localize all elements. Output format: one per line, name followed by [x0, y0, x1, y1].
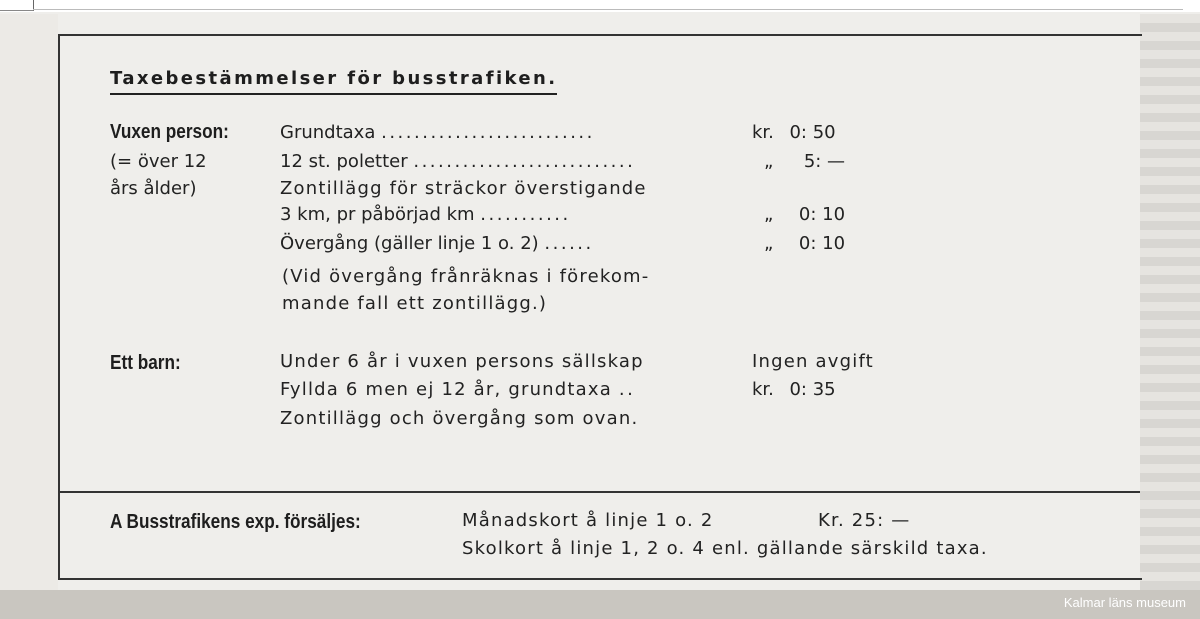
sales-price-monthly: Kr. 25: —: [818, 510, 911, 531]
adult-label: Vuxen person:: [110, 121, 229, 143]
child-label: Ett barn:: [110, 352, 181, 374]
page-top-edge: [0, 0, 1200, 12]
sales-line-monthly: Månadskort å linje 1 o. 2: [462, 510, 714, 531]
adult-note-2: års ålder): [110, 178, 197, 199]
adult-row-transfer: [280, 235, 594, 253]
child-row-6to12: [280, 381, 635, 399]
price-unit: „: [764, 233, 774, 254]
row-dots: ...........: [480, 204, 571, 225]
folded-corner: [0, 0, 34, 11]
notice-title: Taxebestämmelser för busstrafiken.: [110, 68, 557, 95]
row-dots: ..: [618, 379, 636, 400]
row-dots: ..........................: [381, 122, 595, 143]
child-row-under6: Under 6 år i vuxen persons sällskap: [280, 351, 644, 372]
adult-row-zone-1: Zontillägg för sträckor överstigande: [280, 178, 647, 199]
museum-credit: Kalmar läns museum: [1063, 595, 1186, 610]
adult-price-transfer: [764, 235, 845, 253]
adult-price-zone: [764, 206, 845, 224]
row-dots: ...........................: [413, 151, 636, 172]
bleed-through-text: [1140, 14, 1200, 590]
sales-label: A Busstrafikens exp. försäljes:: [110, 511, 361, 533]
adult-price-basic: [752, 124, 836, 142]
price-amount: 5: —: [803, 151, 846, 172]
row-text: 12 st. poletter: [280, 151, 408, 172]
child-price-6to12: [752, 381, 836, 399]
adult-price-tokens: [764, 153, 845, 171]
row-text: Fyllda 6 men ej 12 år, grundtaxa: [280, 379, 612, 400]
price-amount: 0: 35: [789, 379, 836, 400]
child-row-zone: Zontillägg och övergång som ovan.: [280, 408, 639, 429]
price-amount: 0: 50: [789, 122, 836, 143]
price-unit: kr.: [752, 122, 774, 143]
row-text: 3 km, pr påbörjad km: [280, 204, 475, 225]
row-text: Grundtaxa: [280, 122, 376, 143]
adult-note-transfer-1: (Vid övergång frånräknas i förekom-: [282, 266, 650, 287]
sales-line-school: Skolkort å linje 1, 2 o. 4 enl. gällande särskild taxa.: [462, 538, 988, 559]
child-price-under6: Ingen avgift: [752, 351, 874, 372]
price-unit: „: [764, 151, 774, 172]
price-unit: kr.: [752, 379, 774, 400]
adult-note-transfer-2: mande fall ett zontillägg.): [282, 293, 548, 314]
section-divider: [60, 491, 1140, 493]
price-amount: 0: 10: [798, 204, 846, 225]
adult-row-basic: [280, 124, 595, 142]
left-margin: [0, 14, 58, 590]
row-text: Övergång (gäller linje 1 o. 2): [280, 233, 539, 254]
notice-frame: [58, 34, 1142, 580]
fold-line: [33, 9, 1183, 10]
row-dots: ......: [544, 233, 594, 254]
adult-row-tokens: [280, 153, 635, 171]
adult-note-1: (= över 12: [110, 151, 207, 172]
adult-row-zone-2: [280, 206, 571, 224]
price-unit: „: [764, 204, 774, 225]
price-amount: 0: 10: [798, 233, 846, 254]
